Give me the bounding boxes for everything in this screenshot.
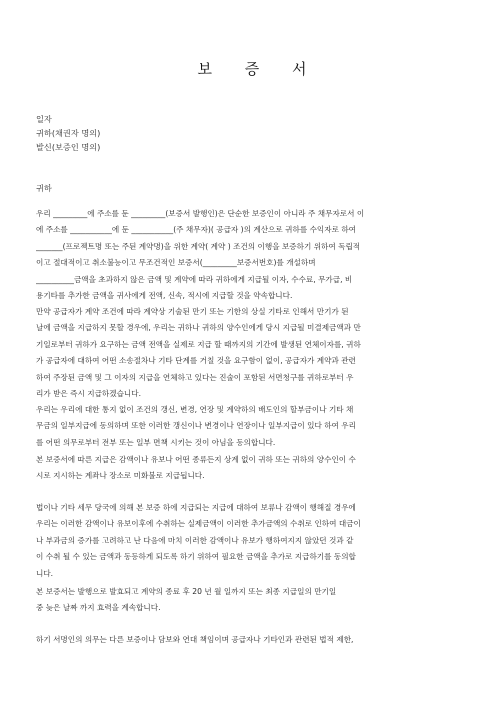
- text-line: 우리는 우리에 대한 통지 없이 조건의 갱신, 변경, 연장 및 계약하의 배도인의 할부금이나 기타 채: [36, 405, 354, 414]
- text-line: 이고 절대적이고 취소불능이고 무조건적인 보증서(_________보증서번호)를 개설하며: [36, 258, 316, 268]
- text-line: 무금의 일부지급에 동의하며 또한 이러한 갱신이나 변경이나 연장이나 일부지급이 있다 하여 우리: [36, 421, 356, 431]
- text-line: 에 주소를 ___________에 둔 ___________(주 채무자)( 공급자 )의 계산으로 귀하를 수익자로 하여: [36, 225, 356, 235]
- sender-line: 발신(보증인 명의): [36, 142, 101, 152]
- paragraph-guarantee-terms: [36, 206, 470, 304]
- text-line: 만약 공급자가 계약 조건에 따라 계약상 기술된 만기 또는 기한의 상실 기타로 인해서 만기가 된: [36, 307, 349, 316]
- text-line: __________금액을 초과하지 않은 금액 및 계약에 따라 귀하에게 지급될 이자, 수수료, 무가급, 비: [36, 274, 353, 284]
- paragraph-payment-method: [36, 452, 470, 485]
- salutation: 귀하: [36, 183, 52, 193]
- text-line: 우리는 이러한 감액이나 유보이후에 수취하는 실제금액이 이러한 추가금액의 수취로 인하여 대금이: [36, 519, 361, 529]
- paragraph-validity-period: [36, 584, 470, 617]
- text-line: 하기 서명인의 의무는 다른 보증이나 담보와 연대 책임이며 공급자나 기타인과 관련된 법적 제한,: [36, 635, 354, 644]
- recipient-line: 귀하(채권자 명의): [36, 128, 101, 138]
- paragraph-tax-gross-up: [36, 500, 470, 582]
- date-line: 일자: [36, 114, 52, 124]
- text-line: _______(프로젝트명 또는 주된 계약명)을 위한 계약( 계약 ) 조건의 이행을 보증하기 위하여 독립적: [36, 241, 361, 251]
- paragraph-consent-changes: [36, 402, 470, 451]
- text-line: 본 보증서에 따른 지급은 감액이나 유보나 어떤 종류든지 상계 없이 귀하 또는 귀하의 양수인이 수: [36, 455, 356, 464]
- document-title: 보 증 서: [197, 60, 321, 78]
- paragraph-joint-liability: [36, 632, 470, 648]
- text-line: 우리 _________에 주소를 둔 _________(보증서 발행인)은 단순한 보증인이 아니라 주 채무자로서 이: [36, 209, 365, 218]
- text-line: 나 부과금의 증가를 고려하고 난 다음에 마치 이러한 감액이나 유보가 행하여지지 않았던 것과 같: [36, 535, 354, 545]
- text-line: 기일로부터 귀하가 요구하는 금액 전액을 실제로 지급 할 때까지의 기간에 발생된 연체이자를, 귀하: [36, 339, 361, 349]
- text-line: 용기타를 추가한 금액을 귀사에게 전액, 신속, 적시에 지급할 것을 약속합니다.: [36, 291, 293, 301]
- text-line: 시로 지시하는 계좌나 장소로 미화불로 지급됩니다.: [36, 471, 205, 481]
- text-line: 날에 금액을 지급하지 못할 경우에, 우리는 귀하나 귀하의 양수인에게 당시 지급될 미결제금액과 만: [36, 323, 361, 333]
- paragraph-payment-default: [36, 304, 470, 402]
- text-line: 를 어떤 의무로부터 전부 또는 일부 면책 시키는 것이 아님을 동의합니다.: [36, 437, 276, 447]
- text-line: 본 보증서는 발행으로 발효되고 계약의 종료 후 20 년 월 일까지 또는 최종 지급일의 만기일: [36, 587, 337, 596]
- text-line: 이 수취 될 수 있는 금액과 동등하게 되도록 하기 위하여 필요한 금액을 추가로 지급하기를 동의합: [36, 552, 356, 562]
- text-line: 가 공급자에 대하여 어떤 소송절차나 기타 단계를 거칠 것을 요구함이 없이, 공급자가 계약과 관련: [36, 356, 356, 366]
- text-line: 니다.: [36, 568, 54, 578]
- text-line: 법이나 기타 세무 당국에 의해 본 보증 하에 지급되는 지급에 대하여 보류나 감액이 행해질 경우에: [36, 503, 356, 512]
- text-line: 리가 받은 즉시 지급하겠습니다.: [36, 389, 142, 399]
- text-line: 중 늦은 날짜 까지 효력을 계속합니다.: [36, 603, 161, 613]
- text-line: 하여 주장된 금액 및 그 이자의 지급을 연체하고 있다는 진술이 포함된 서면청구를 귀하로부터 우: [36, 372, 354, 382]
